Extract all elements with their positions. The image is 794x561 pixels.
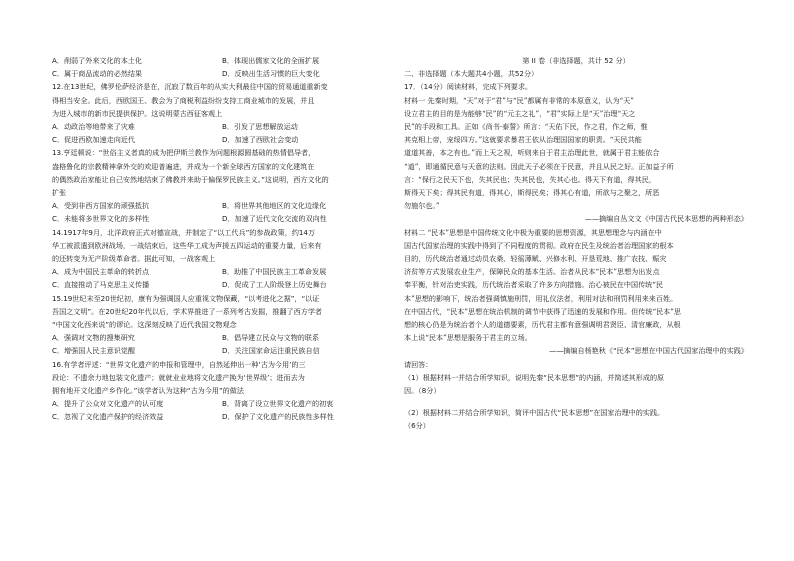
- text-line: 其克相上帝，宠绥四方。”这就要求暴君王依从治理国国家的职责。“天民共能: [404, 135, 642, 145]
- option-row: [52, 199, 392, 212]
- answer-option: D．保护了文化遗产的民族性多样性: [222, 412, 334, 422]
- answer-option: D．关注国家命运注重民族自信: [222, 346, 320, 356]
- text-line: 为进入城市的新市民提供保护。这说明蒙古西征客观上: [52, 108, 223, 118]
- answer-option: A．成为中国民主革命的转折点: [52, 267, 150, 277]
- text-line: 因。（8分）: [404, 386, 441, 396]
- text-line: 13.亨廷顿说：“世俗主义者真的成为把伊斯兰教作为问题根源圆基础的热情倡导者，: [52, 148, 316, 158]
- answer-option: B．体现出儒家文化的全面扩展: [222, 56, 320, 65]
- text-line: 国古代国家治理的实践中得到了不同程度的贯彻。政府在民生及统治者治理国家的根本: [404, 240, 674, 250]
- text-line: 设立君主的目的是为能够“民”的“元主之礼”，“君”实际上是“天”治理“天之: [404, 108, 636, 118]
- text-line: 拥有地开文化遗产乡作化。”该学者认为这种“古为今用”的做法: [52, 386, 244, 396]
- text-line: 得相当安全。此后，西欧国王、教会为了商税利益纷纷支持工商业城市的发展，并且: [52, 95, 315, 105]
- text-line: 扩张: [52, 188, 67, 198]
- answer-option: B．将世界其他地区的文化边缘化: [222, 201, 327, 211]
- answer-option: C．促进西欧加速走向近代: [52, 135, 135, 145]
- answer-option: C．忽视了文化遗产保护的经济效益: [52, 412, 164, 422]
- answer-option: A．提升了公众对文化遗产的认可度: [52, 399, 164, 409]
- material-one: [404, 94, 748, 213]
- answer-option: A．强调对文物的搜集研究: [52, 333, 135, 343]
- question-12: [52, 80, 392, 120]
- text-line: 华工被派遣到欧洲战场，一战结束后，这些华工成为声援五四运动的重要力量，后来有: [52, 240, 322, 250]
- section-title: 二、非选择题（本大题共4小题，共52分）: [404, 69, 539, 79]
- text-line: 12.在13世纪，佛罗伦萨经济是在，沉寂了数百年的从实大利最往中国的贸易通道重新变: [52, 82, 328, 92]
- right-column: [404, 54, 748, 433]
- text-line: 材料一 先秦时期，“天”对于“君”与“民”都属有非常的本原意义，认为“天”: [404, 95, 634, 105]
- answer-option: D．加速了近代文化交流的双向性: [222, 214, 327, 224]
- material-two: [404, 226, 748, 345]
- option-row: [52, 397, 392, 410]
- answer-option: D．促成了工人阶级登上历史舞台: [222, 280, 327, 290]
- sub-question-1: [404, 371, 748, 397]
- text-line: 吾国之文明”。在20世纪20年代以后，学术界推进了一系列考古发掘，推翻了西方学者: [52, 306, 323, 316]
- text-line: 的还转变为无产阶级革命者。据此可知，一战客观上: [52, 254, 216, 264]
- text-line: 材料二 “民本”思想是中国传统文化中极为重要的思想资源，其思想理念与内涵在中: [404, 227, 662, 237]
- question-15-options: [52, 331, 392, 357]
- text-line: “道”，即通循民意与天意的法则。因此天子必须在于民意，并且从民之好。正加益子所: [404, 161, 674, 171]
- text-line: 道道其善，本之有也。”而上天之视，听则来自于君主治理此世，就属于君主能依合: [404, 148, 660, 158]
- option-row: [52, 265, 392, 278]
- question-12-options: [52, 120, 392, 146]
- text-line: 济贫等方式发展农业生产，保障民众的基本生活。治者从民本“民本”思想为出发点: [404, 267, 660, 277]
- material-two-source: ——摘编自杨艳秋《“民本”思想在中国古代国家治理中的实践》: [549, 346, 748, 356]
- answer-option: C．属于商品流动的必然结果: [52, 69, 143, 79]
- question-13-options: [52, 199, 392, 225]
- text-line: （6分）: [404, 421, 430, 431]
- material-one-source: ——摘编自丛文文《中国古代民本思想的两种形态》: [584, 214, 748, 224]
- question-16-options: [52, 397, 392, 423]
- answer-option: C．未能将多世界文化的多样性: [52, 214, 150, 224]
- text-line: （2）根据材料二并结合所学知识，简评中国古代“民本思想”在国家治理中的实践。: [404, 408, 665, 418]
- answer-option: A．削弱了外来文化的本土化: [52, 56, 142, 65]
- answer-option: B．背离了设立世界文化遗产的初衷: [222, 399, 334, 409]
- answer-option: A．受到非西方国家的顽强抵抗: [52, 201, 150, 211]
- text-line: 15.19世纪末至20世纪初，康有为强调国人应重视文物保藏，“以考进化之据”，“以证: [52, 293, 320, 303]
- text-line: （1）根据材料一并结合所学知识，说明先秦“民本思想”的内涵，并简述其形成的原: [404, 372, 665, 382]
- text-line: 斯得天下矣；得其民有道，得其心，斯得民矣；得其心有道，所欲与之聚之，所恶: [404, 188, 660, 198]
- question-17-heading: 17．（14分）阅读材料，完成下列要求。: [404, 82, 533, 92]
- answer-prompt: 请回答：: [404, 359, 433, 369]
- text-line: 段论：不遗余力地包装文化遗产；就就业业地将文化遗产换为‘世界级’；进而去为: [52, 372, 305, 382]
- text-line: 奉平衡，针对治吏实践，历代统治者采取了许多方向措施。治心被民在中国传统“民: [404, 280, 663, 290]
- text-line: 在中国古代，“民本”思想在统治机制的调节中获得了迅速的发展和作用。但传统“民本”思: [404, 306, 681, 316]
- option-row: [52, 133, 392, 146]
- question-14: [52, 226, 392, 266]
- text-line: 目的，历代统治者通过动员农桑、轻徭薄赋、兴修水利、开垦荒地、推广农技、赈灾: [404, 254, 667, 264]
- answer-option: D．加速了西欧社会变动: [222, 135, 299, 145]
- text-line: 想的核心仍是为统治者个人的道德要素，历代君主都有意强调明君贤臣、清官廉政，从根: [404, 320, 681, 330]
- question-11-options: [52, 54, 392, 80]
- option-row: [52, 278, 392, 291]
- option-row: [52, 344, 392, 357]
- left-column: [52, 54, 392, 424]
- answer-option: B．助推了中国民族主工革命发展: [222, 267, 327, 277]
- option-row: [52, 212, 392, 225]
- option-row: [52, 120, 392, 133]
- sub-question-2: [404, 406, 748, 432]
- answer-option: C．增强国人民主意识觉醒: [52, 346, 135, 356]
- answer-option: C．直接推动了马克思主义传播: [52, 280, 150, 290]
- text-line: 盎格鲁化的宗教精神拿外交的欢迎普遍进，并成为一个新全球西方国家的文化建筑在: [52, 161, 315, 171]
- question-13: [52, 146, 392, 199]
- answer-option: A．动政治等地带来了灾难: [52, 122, 135, 132]
- text-line: 本”思想的影响下，统治者强调慎施刑罚，用礼仪法者，利用对法和刑罚利用来来百姓。: [404, 293, 678, 303]
- text-line: “中国文化西来说”的谬论。这深刻反映了近代我国文物观念: [52, 320, 237, 330]
- answer-option: B．倡导建立民众与文物的联系: [222, 333, 320, 343]
- question-14-options: [52, 265, 392, 291]
- answer-option: D．反映出生活习惯的巨大变化: [222, 69, 320, 79]
- option-row: [52, 54, 392, 67]
- text-line: 言：“保行之民天下也，失其民也；失其民也，失其心也。得天下有道，得其民，: [404, 174, 656, 184]
- text-line: 14.1917年9月，北洋政府正式对德宣战，并制定了“以工代兵”的参战政策，约14万: [52, 227, 316, 237]
- option-row: [52, 67, 392, 80]
- option-row: [52, 410, 392, 423]
- text-line: 16.有学者评述：“世界文化遗产的申报和管理中，自然延伸出一种‘古为今用’的三: [52, 359, 306, 369]
- text-line: 民”的手段和工具。正如《尚书·泰誓》所言：“天佑下民，作之君，作之师，惟: [404, 122, 648, 132]
- text-line: 本上说“民本”思想是服务于君主的立场。: [404, 333, 532, 343]
- part-two-title: 第 II 卷（非选择题，共计 52 分）: [522, 56, 630, 65]
- question-16: [52, 358, 392, 398]
- text-line: 的偶然政治家能让自己安然地结束了佛教并来助于偏保罗民族主义。”这说明，西方文化的: [52, 174, 329, 184]
- answer-option: B．引发了思想解放运动: [222, 122, 298, 132]
- text-line: 勿施尔也。”: [404, 201, 440, 211]
- question-15: [52, 292, 392, 332]
- option-row: [52, 331, 392, 344]
